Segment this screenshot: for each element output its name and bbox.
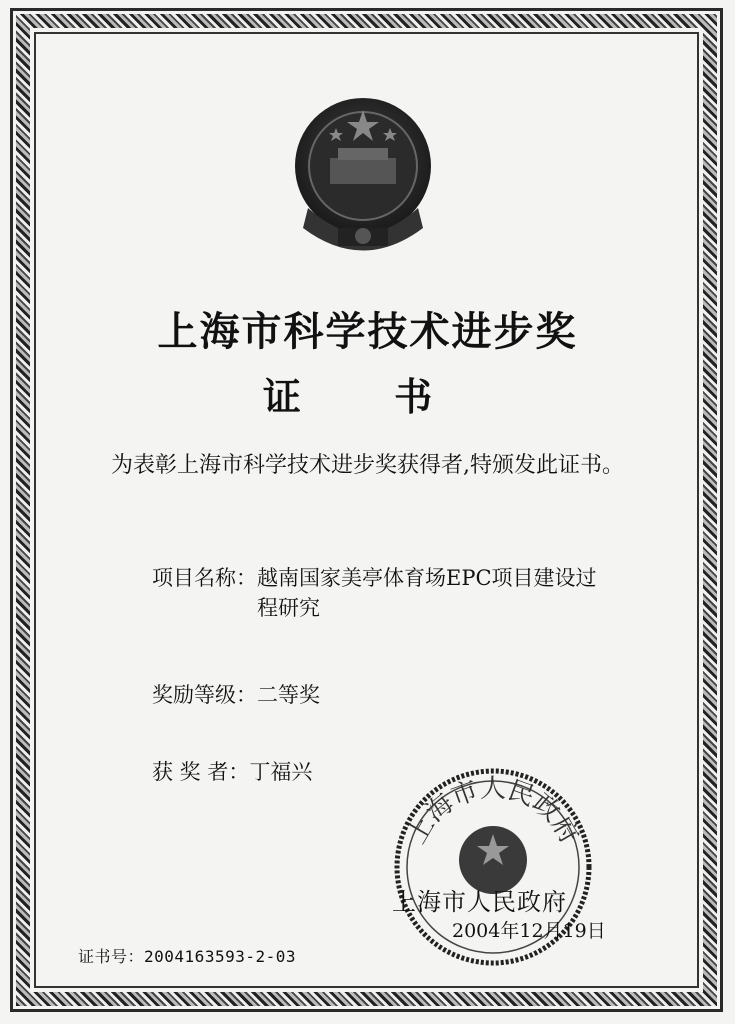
issuer-name: 上海市人民政府 <box>392 888 567 916</box>
award-level-value: 二等奖 <box>257 683 320 707</box>
winner-name: 丁福兴 <box>249 760 313 784</box>
national-emblem-icon <box>278 88 448 268</box>
project-label: 项目名称： <box>152 566 257 590</box>
certificate-title: 上海市科学技术进步奖 <box>157 309 578 355</box>
certificate-number-value: 2004163593-2-03 <box>144 947 297 966</box>
seal-text: 上海市人民政府 <box>401 774 585 849</box>
award-level-field <box>152 679 320 709</box>
award-statement: 为表彰上海市科学技术进步奖获得者,特颁发此证书。 <box>111 453 624 478</box>
certificate-number <box>78 944 296 967</box>
certificate-number-label: 证书号： <box>78 947 145 966</box>
award-level-label: 奖励等级： <box>152 683 257 707</box>
project-field <box>152 563 622 623</box>
winner-label: 获 奖 者： <box>152 760 250 784</box>
winner-field <box>152 756 312 786</box>
certificate-subtitle: 证 书 <box>262 375 473 419</box>
issue-date: 2004年12月19日 <box>452 920 606 942</box>
project-name: 越南国家美亭体育场EPC项目建设过程研究 <box>257 566 597 620</box>
